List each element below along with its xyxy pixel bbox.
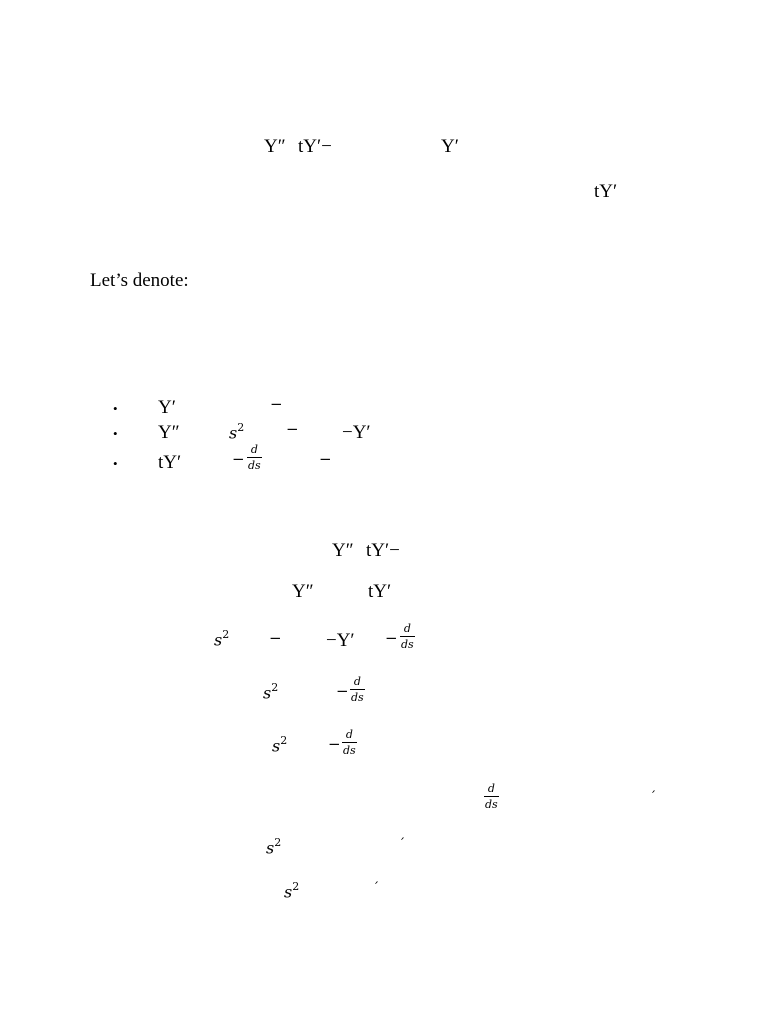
bullet-3-minus-2: − [319,450,332,468]
deriv-1-y-double-prime: Y″ [332,540,354,561]
t-y-prime-minus: tY′− [298,136,332,157]
bullet-3-term: tY′ [158,452,182,473]
deriv-5-minus: − [328,735,341,753]
deriv-2-y-double-prime: Y″ [292,581,314,602]
deriv-1-t-y-prime-minus: tY′− [366,540,400,561]
deriv-7-prime: ′ [401,836,405,852]
deriv-4-d-ds-fraction: d ds [351,675,364,704]
t-y-prime: tY′ [594,181,618,202]
bullet-1-term: Y′ [158,397,176,418]
bullet-1-minus: − [270,395,283,413]
deriv-3-neg-y-prime: −Y′ [326,630,355,651]
deriv-7-s-squared: $s^2$ [266,836,282,858]
y-double-prime: Y″ [264,136,286,157]
deriv-5-s-squared: $s^2$ [272,734,288,756]
bullet-icon: • [113,426,118,441]
deriv-4-s-squared: $s^2$ [263,681,279,703]
bullet-2-term: Y″ [158,422,180,443]
denote-label: Let’s denote: [90,270,189,291]
deriv-6-d-ds-fraction: d ds [485,782,498,811]
deriv-8-s-squared: $s^2$ [284,880,300,902]
deriv-3-minus: − [269,629,282,647]
bullet-2-minus: − [286,420,299,438]
deriv-4-minus: − [336,682,349,700]
deriv-3-d-ds-fraction: d ds [401,622,414,651]
bullet-icon: • [113,401,118,416]
bullet-3-minus: − [232,450,245,468]
deriv-6-prime: ′ [652,789,656,805]
bullet-2-s-squared: $s^2$ [229,421,245,443]
bullet-3-d-ds-fraction: d ds [248,443,261,472]
deriv-3-minus-2: − [385,629,398,647]
deriv-3-s-squared: $s^2$ [214,628,230,650]
y-prime: Y′ [441,136,459,157]
bullet-2-neg-y-prime: −Y′ [342,422,371,443]
deriv-8-prime: ′ [375,880,379,896]
deriv-2-t-y-prime: tY′ [368,581,392,602]
deriv-5-d-ds-fraction: d ds [343,728,356,757]
bullet-icon: • [113,456,118,471]
